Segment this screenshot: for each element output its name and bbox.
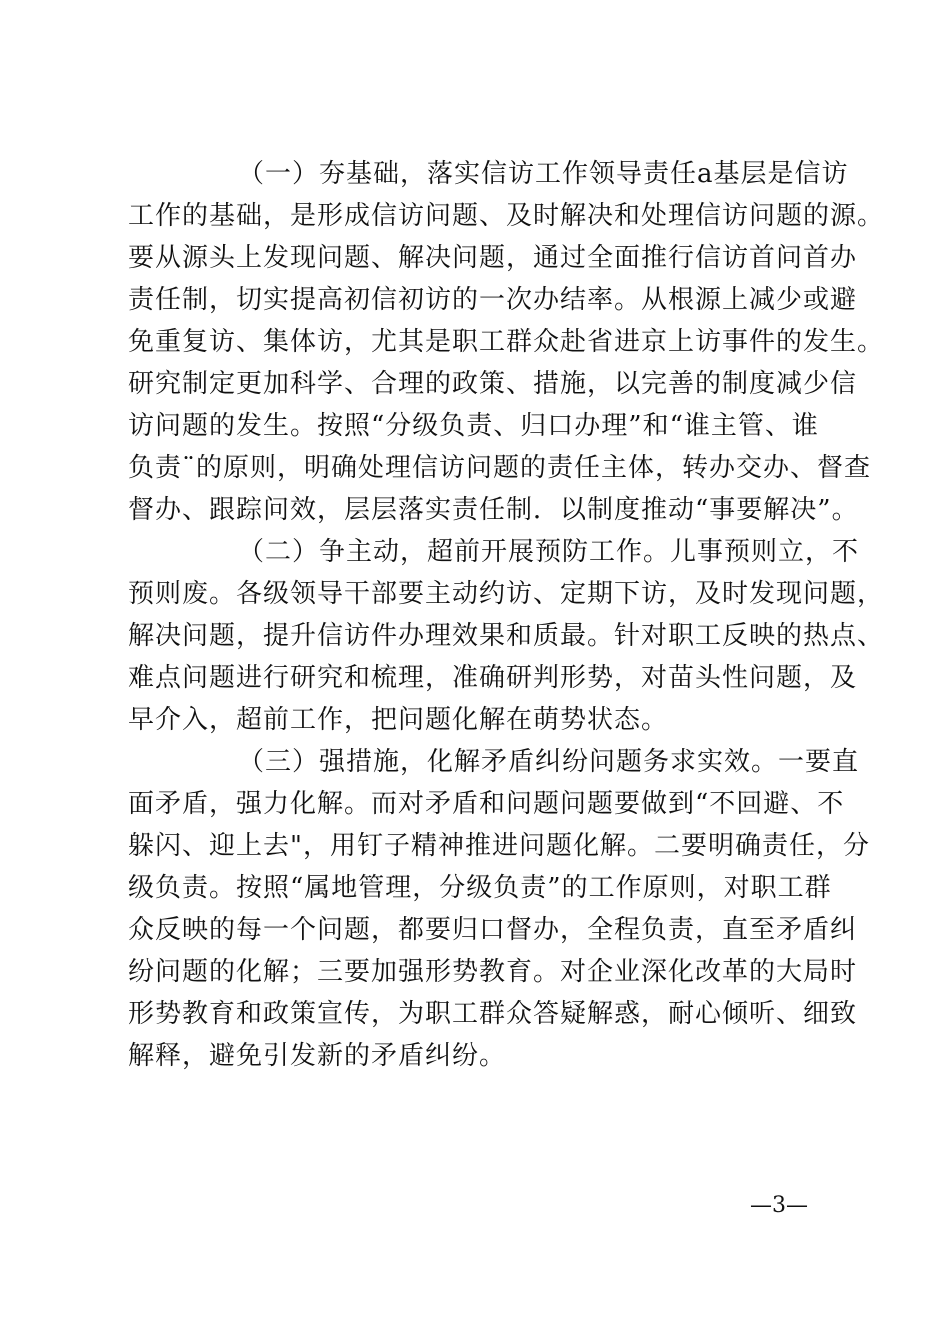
- text-line: （一）夯基础，落实信访工作领导责任a基层是信访: [238, 159, 849, 189]
- text-line: 众反映的每一个问题，都要归口督办，全程负责，直至矛盾纠: [128, 915, 858, 945]
- text-line: （二）争主动，超前开展预防工作。儿事预则立，不: [238, 537, 860, 567]
- text-line: 早介入，超前工作，把问题化解在萌势状态。: [128, 705, 669, 735]
- text-line: 面矛盾，强力化解。而对矛盾和问题问题要做到“不回避、不: [128, 789, 845, 819]
- text-line: 免重复访、集体访，尤其是职工群众赴省进京上访事件的发生。: [128, 327, 885, 357]
- page-number: —3—: [750, 1193, 808, 1218]
- text-line: （三）强措施，化解矛盾纠纷问题务求实效。一要直: [238, 747, 860, 777]
- text-line: 解释，避免引发新的矛盾纠纷。: [128, 1041, 507, 1071]
- text-line: 预则废。各级领导干部要主动约访、定期下访，及时发现问题，: [128, 579, 885, 609]
- text-line: 级负责。按照“属地管理，分级负责”的工作原则，对职工群: [128, 873, 832, 903]
- text-line: 躲闪、迎上去"，用钉子精神推进问题化解。二要明确责任，分: [128, 831, 870, 861]
- text-line: 要从源头上发现问题、解决问题，通过全面推行信访首问首办: [128, 243, 858, 273]
- text-line: 督办、跟踪问效，层层落实责任制．以制度推动“事要解决”。: [128, 495, 859, 525]
- text-line: 工作的基础，是形成信访问题、及时解决和处理信访问题的源。: [128, 201, 885, 231]
- text-line: 形势教育和政策宣传，为职工群众答疑解惑，耐心倾听、细致: [128, 999, 858, 1029]
- text-line: 访问题的发生。按照“分级负责、归口办理”和“谁主管、谁: [128, 411, 819, 441]
- text-line: 纷问题的化解；三要加强形势教育。对企业深化改革的大局时: [128, 957, 858, 987]
- text-line: 责任制，切实提高初信初访的一次办结率。从根源上减少或避: [128, 285, 858, 315]
- text-line: 研究制定更加科学、合理的政策、措施，以完善的制度减少信: [128, 369, 858, 399]
- text-line: 解决问题，提升信访件办理效果和质最。针对职工反映的热点、: [128, 621, 885, 651]
- text-line: 负责¨的原则，明确处理信访问题的责任主体，转办交办、督查: [128, 453, 872, 483]
- text-line: 难点问题进行研究和梳理，准确研判形势，对苗头性问题，及: [128, 663, 858, 693]
